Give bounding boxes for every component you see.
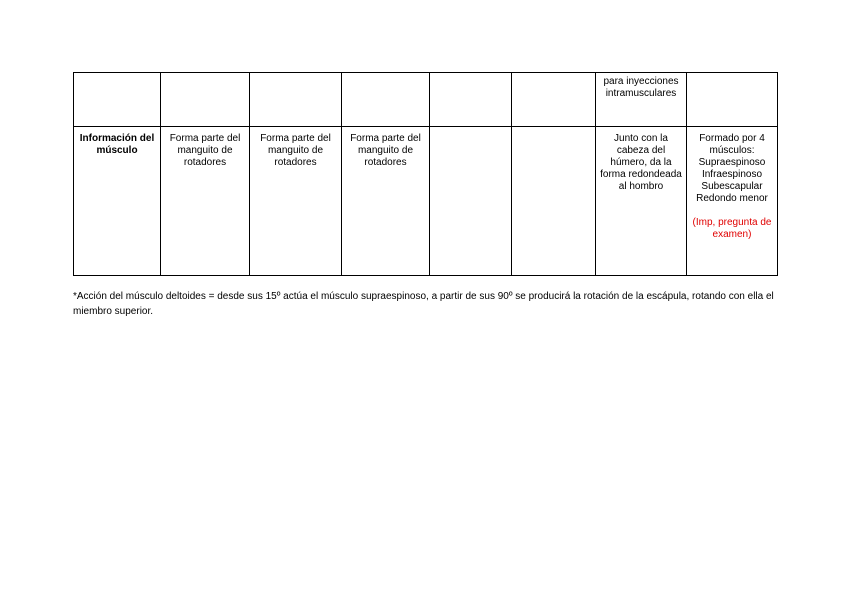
- cell-text: Formado por 4 músculos: Supraespinoso Infraespinoso Subescapular Redondo menor: [696, 133, 768, 204]
- table-row: [74, 73, 778, 127]
- table-cell: [512, 127, 596, 276]
- exam-note: (Imp, pregunta de examen): [692, 217, 772, 240]
- table-cell: Junto con la cabeza del húmero, da la forma redondeada al hombro: [596, 127, 687, 276]
- table-cell: [250, 73, 342, 127]
- table-cell: Forma parte del manguito de rotadores: [342, 127, 430, 276]
- table-row: [74, 127, 778, 276]
- table-cell: para inyecciones intramusculares: [596, 73, 687, 127]
- table-cell: [512, 73, 596, 127]
- table-cell: [342, 73, 430, 127]
- muscle-table: [73, 72, 778, 276]
- table-cell: [687, 127, 778, 276]
- table-cell: [161, 73, 250, 127]
- table-cell: [74, 73, 161, 127]
- table-cell: [430, 127, 512, 276]
- footnote: *Acción del músculo deltoides = desde sus 15º actúa el músculo supraespinoso, a partir de sus 90º se producirá la rotación de la escápula, rotando con ella el miembro superior.: [73, 291, 774, 317]
- table-cell: Forma parte del manguito de rotadores: [161, 127, 250, 276]
- table-cell: [687, 73, 778, 127]
- table-cell: Forma parte del manguito de rotadores: [250, 127, 342, 276]
- row-header: Información del músculo: [74, 127, 161, 276]
- table-cell: [430, 73, 512, 127]
